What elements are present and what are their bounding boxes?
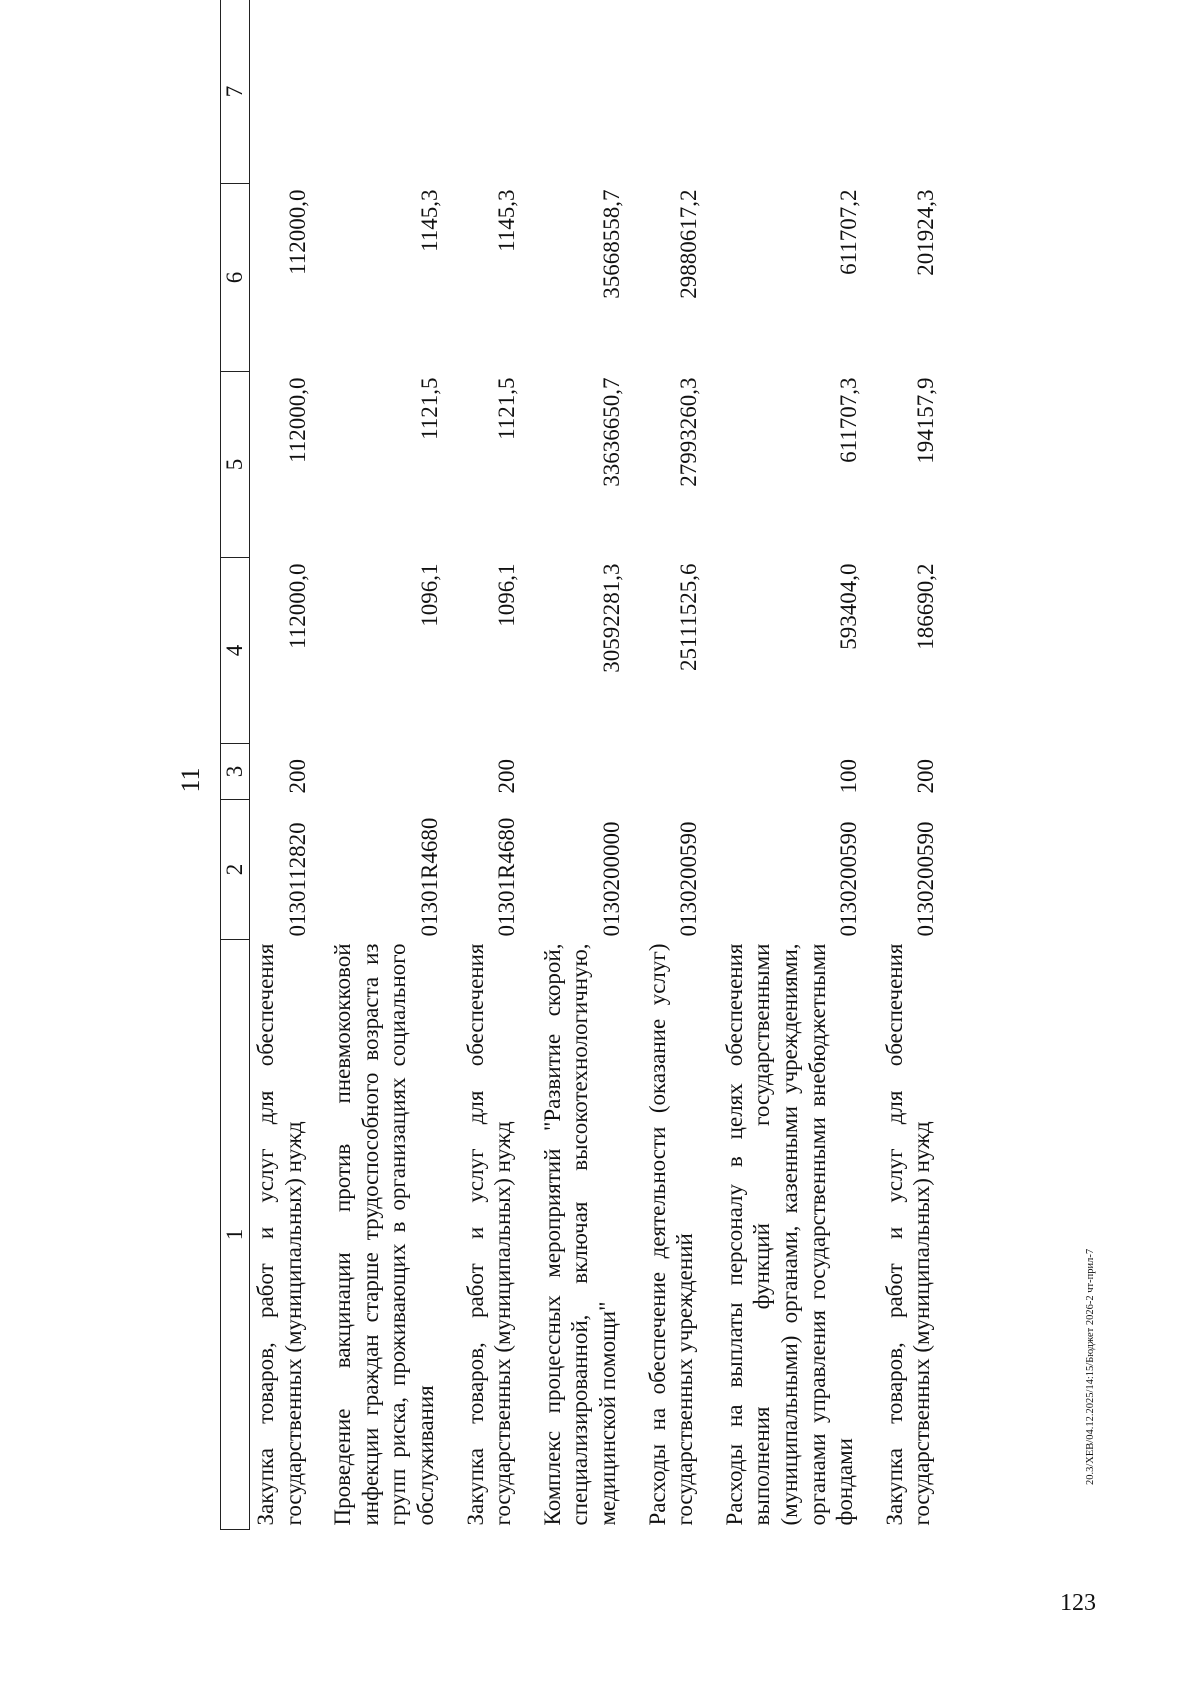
header-col-6: 6: [221, 184, 250, 372]
row-amount-2028: 29880617,2: [676, 189, 702, 299]
row-amount-2026: 112000,0: [284, 563, 310, 649]
row-expense-type: 200: [284, 759, 310, 794]
row-name: Расходы на обеспечение деятельности (оказание услуг) государственных учреждений: [644, 943, 698, 1526]
row-name: Комплекс процессных мероприятий "Развитие скорой, специализированной, включая высокотехнологичную, медицинской помощи": [539, 943, 620, 1526]
table-row: [863, 0, 940, 1530]
row-amount-2028: 35668558,7: [598, 189, 624, 299]
header-col-2: 2: [221, 800, 250, 940]
row-amount-2027: 33636650,7: [598, 377, 624, 487]
header-col-7: 7: [221, 0, 250, 184]
row-name: Закупка товаров, работ и услуг для обеспечения государственных (муниципальных) нужд: [881, 943, 935, 1526]
row-amount-2028: 201924,3: [913, 189, 939, 276]
row-target-code: 0130200590: [913, 821, 939, 937]
document-footer-code: 20.3/ХЕВ/04.12.2025/14:15/Бюджет 2026-2 чт-прил-7: [1085, 1248, 1096, 1485]
row-amount-2028: 1145,3: [494, 189, 520, 252]
row-amount-2026: 25111525,6: [676, 563, 702, 672]
row-target-code: 0130200590: [676, 821, 702, 937]
row-amount-2027: 611707,3: [836, 377, 862, 463]
row-target-code: 0130200000: [598, 821, 624, 937]
row-expense-type: 100: [836, 759, 862, 794]
row-target-code: 0130112820: [284, 822, 310, 937]
rotated-page-content: [176, 0, 1020, 1530]
row-name: Проведение вакцинации против пневмококковой инфекции граждан старше трудоспособного возраста из групп риска, проживающих в организациях социального обслуживания: [330, 943, 438, 1526]
row-amount-2026: 593404,0: [836, 563, 862, 650]
table-row: [626, 0, 703, 1530]
header-col-4: 4: [221, 558, 250, 744]
budget-table: [220, 0, 940, 1530]
row-amount-2026: 30592281,3: [598, 563, 624, 673]
row-expense-type: 200: [913, 759, 939, 794]
table-row: [250, 0, 312, 1530]
table-row: [703, 0, 863, 1530]
row-amount-2026: 1096,1: [494, 563, 520, 627]
page-number: 11: [176, 767, 205, 793]
row-target-code: 01301R4680: [494, 817, 520, 937]
row-amount-2026: 186690,2: [913, 563, 939, 650]
header-col-1: 1: [221, 940, 250, 1530]
table-row: [521, 0, 626, 1530]
row-amount-2027: 194157,9: [913, 377, 939, 464]
row-target-code: 01301R4680: [416, 817, 442, 937]
row-name: Закупка товаров, работ и услуг для обеспечения государственных (муниципальных) нужд: [462, 943, 516, 1526]
row-target-code: 0130200590: [836, 821, 862, 937]
table-header: [221, 0, 250, 1530]
row-amount-2028: 611707,2: [836, 189, 862, 275]
row-expense-type: [626, 744, 703, 800]
row-amount-2027: 27993260,3: [676, 377, 702, 487]
row-amount-2027: 112000,0: [284, 377, 310, 463]
row-expense-type: [311, 744, 443, 800]
row-amount-2028: 112000,0: [284, 189, 310, 275]
row-amount-2028: 1145,3: [416, 189, 442, 252]
header-col-5: 5: [221, 372, 250, 558]
row-amount-2027: 1121,5: [416, 377, 442, 440]
row-expense-type: 200: [494, 759, 520, 794]
header-col-3: 3: [221, 744, 250, 800]
row-expense-type: [521, 744, 626, 800]
folio-number: 123: [1060, 1590, 1096, 1616]
row-name: Расходы на выплаты персоналу в целях обеспечения выполнения функций государственными (муниципальными) органами, казенными учреждениями, органами управления государственными внебюджетными фондами: [721, 943, 858, 1526]
row-name: Закупка товаров, работ и услуг для обеспечения государственных (муниципальных) нужд: [253, 943, 306, 1526]
row-amount-2026: 1096,1: [416, 563, 442, 627]
table-row: [444, 0, 521, 1530]
table-row: [311, 0, 443, 1530]
row-amount-2027: 1121,5: [494, 377, 520, 440]
